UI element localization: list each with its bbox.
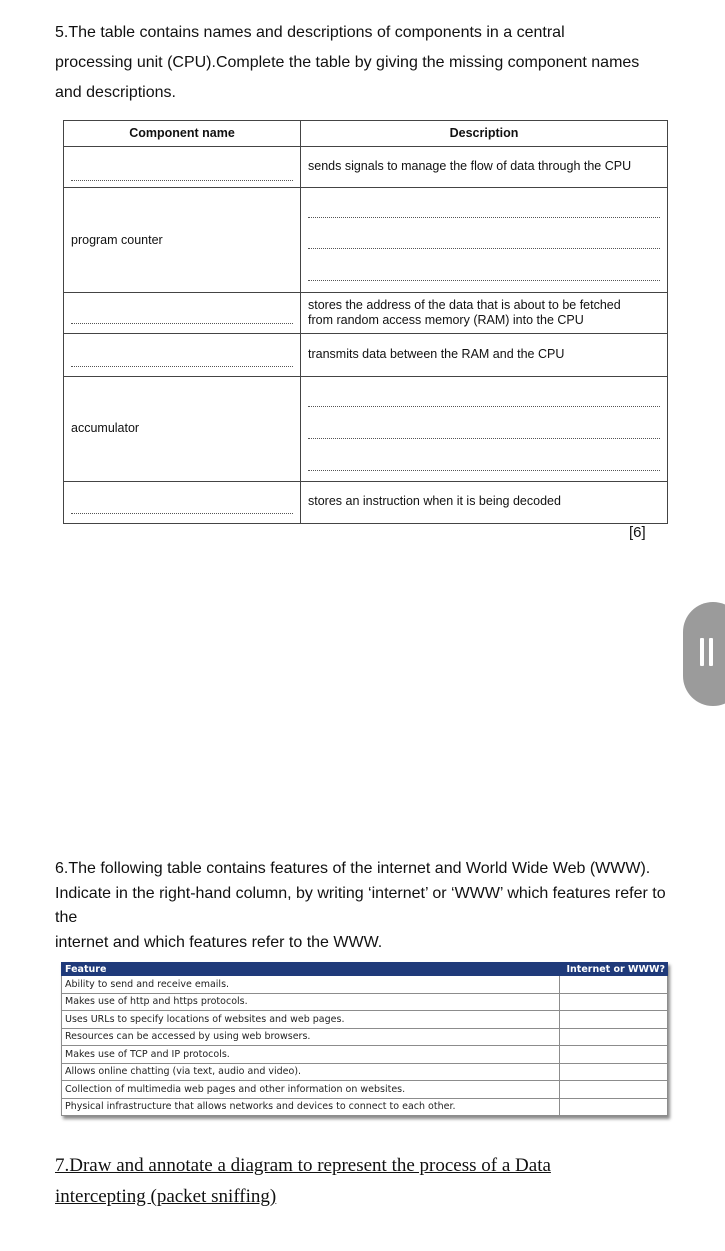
question-7 (55, 1150, 551, 1212)
question-6-line-4: internet and which features refer to the WWW. (55, 933, 383, 951)
answer-cell[interactable] (560, 1098, 668, 1116)
pause-icon (709, 638, 713, 666)
description-answer[interactable] (301, 188, 668, 293)
table-row (64, 188, 668, 293)
cpu-components-table (63, 120, 668, 524)
answer-cell[interactable] (560, 1011, 668, 1029)
feature-text: Ability to send and receive emails. (62, 976, 560, 994)
table-row (62, 993, 668, 1011)
cpu-table-header-row (64, 121, 668, 147)
feature-text: Uses URLs to specify locations of websites and web pages. (62, 1011, 560, 1029)
description-text: stores the address of the data that is about to be fetched (308, 298, 621, 312)
description-cell (301, 482, 668, 524)
table-row (64, 293, 668, 334)
table-row (62, 1011, 668, 1029)
table-row (62, 1098, 668, 1116)
description-text: stores an instruction when it is being decoded (308, 494, 561, 508)
answer-cell[interactable] (560, 976, 668, 994)
feature-text: Resources can be accessed by using web browsers. (62, 1028, 560, 1046)
table-row (62, 1063, 668, 1081)
component-name-cell (64, 188, 301, 293)
table-row (64, 147, 668, 188)
answer-cell[interactable] (560, 1046, 668, 1064)
marks-label: [6] (629, 524, 646, 541)
answer-cell[interactable] (560, 1063, 668, 1081)
table-row (62, 1046, 668, 1064)
description-text: from random access memory (RAM) into the CPU (308, 313, 584, 327)
question-6-line-3: the (55, 909, 78, 926)
question-5 (55, 18, 695, 108)
question-7-line-1: 7.Draw and annotate a diagram to represent the process of a Data (55, 1155, 551, 1176)
header-description: Description (301, 121, 668, 147)
question-6-line-1: 6.The following table contains features of the internet and World Wide Web (WWW). (55, 860, 651, 877)
question-6 (55, 857, 695, 955)
component-name-cell (64, 377, 301, 482)
question-6-line-2: Indicate in the right-hand column, by writing ‘internet’ or ‘WWW’ which features refer to (55, 884, 666, 902)
description-text: sends signals to manage the flow of data through the CPU (308, 159, 632, 173)
component-name-answer[interactable] (64, 482, 301, 524)
feature-text: Allows online chatting (via text, audio and video). (62, 1063, 560, 1081)
web-table-header-row (62, 963, 668, 976)
description-answer[interactable] (301, 377, 668, 482)
pause-icon (700, 638, 704, 666)
answer-cell[interactable] (560, 993, 668, 1011)
side-panel-handle[interactable] (683, 602, 725, 706)
component-name-text: accumulator (71, 421, 140, 435)
header-component-name: Component name (64, 121, 301, 147)
feature-text: Makes use of TCP and IP protocols. (62, 1046, 560, 1064)
header-internet-or-www: Internet or WWW? (560, 963, 668, 976)
component-name-answer[interactable] (64, 147, 301, 188)
description-cell (301, 334, 668, 377)
component-name-text: program counter (71, 233, 163, 247)
description-cell (301, 293, 668, 334)
component-name-answer[interactable] (64, 293, 301, 334)
table-row (64, 482, 668, 524)
internet-www-table (61, 962, 668, 1116)
feature-text: Collection of multimedia web pages and other information on websites. (62, 1081, 560, 1099)
description-text: transmits data between the RAM and the CPU (308, 347, 565, 361)
feature-text: Physical infrastructure that allows networks and devices to connect to each other. (62, 1098, 560, 1116)
question-7-line-2: intercepting (packet sniffing) (55, 1186, 277, 1207)
table-row (64, 377, 668, 482)
description-cell (301, 147, 668, 188)
question-5-line-2: processing unit (CPU).Complete the table by giving the missing component names (55, 54, 640, 71)
feature-text: Makes use of http and https protocols. (62, 993, 560, 1011)
question-5-line-3: and descriptions. (55, 84, 176, 101)
table-row (62, 1028, 668, 1046)
header-feature: Feature (62, 963, 560, 976)
answer-cell[interactable] (560, 1081, 668, 1099)
question-5-line-1: 5.The table contains names and descriptions of components in a central (55, 24, 565, 41)
answer-cell[interactable] (560, 1028, 668, 1046)
table-row (64, 334, 668, 377)
table-row (62, 976, 668, 994)
table-row (62, 1081, 668, 1099)
component-name-answer[interactable] (64, 334, 301, 377)
